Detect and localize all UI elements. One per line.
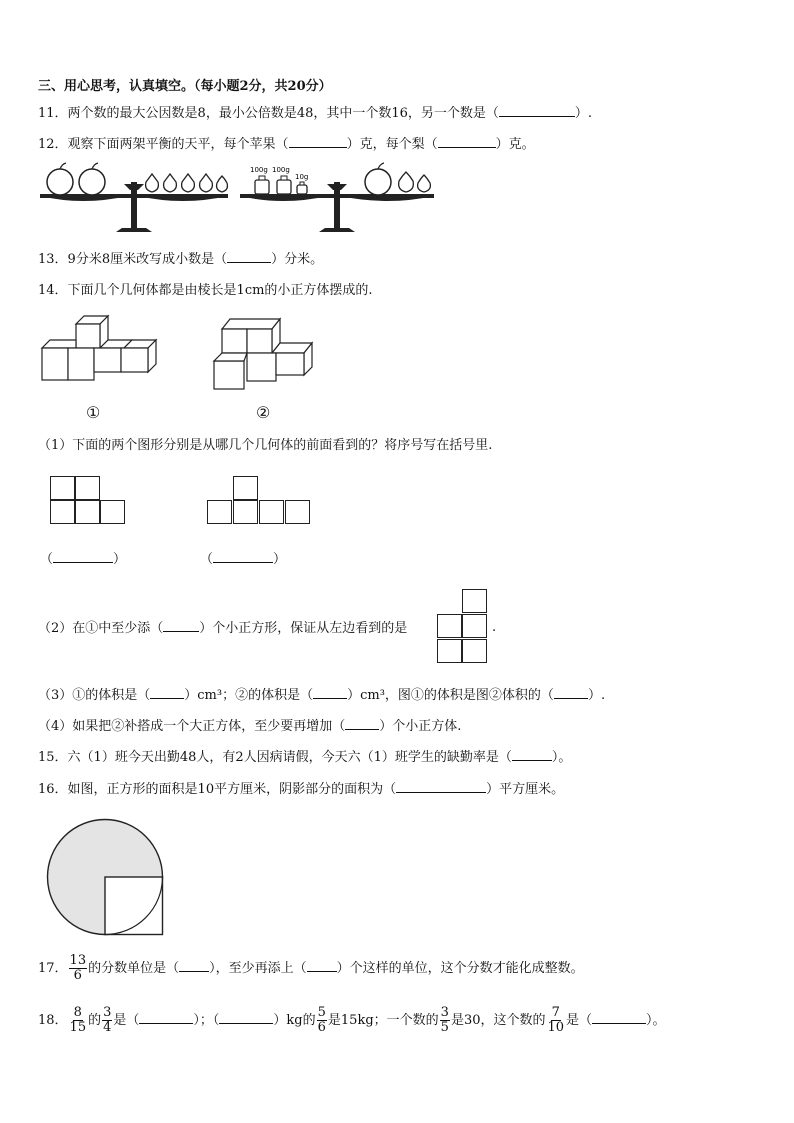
q14-3-text-a: （3）①的体积是（: [38, 688, 151, 703]
q15-blank[interactable]: [512, 748, 552, 761]
q18-number: 18．: [38, 1013, 68, 1028]
q11-answer-blank[interactable]: [499, 104, 575, 117]
front-view-b-blank[interactable]: [213, 550, 273, 563]
numerator: 8: [73, 1005, 82, 1020]
q14-4-blank[interactable]: [345, 717, 379, 730]
q12-apple-blank[interactable]: [289, 135, 347, 148]
q14-1-text: （1）下面的两个图形分别是从哪几个几何体的前面看到的？将序号写在括号里.: [38, 438, 493, 453]
weight-icon: [272, 166, 291, 194]
denominator: 5: [440, 1020, 449, 1035]
q17-text-c: ）个这样的单位，这个分数才能化成整数。: [336, 961, 584, 976]
numerator: 3: [440, 1005, 449, 1020]
q16-number: 16．: [38, 782, 68, 797]
q17-text-b: ），至少再添上（: [209, 961, 307, 976]
question-17: [38, 952, 584, 986]
q18-text: 是（: [113, 1013, 140, 1028]
question-11: [38, 104, 592, 123]
q18-text: ）；（: [193, 1013, 220, 1028]
answer-paren-b: [200, 550, 286, 569]
q18-text: ）。: [646, 1013, 666, 1028]
pear-icon: [418, 175, 431, 192]
q14-4-text-b: ）个小正方体.: [379, 719, 462, 734]
denominator: 4: [103, 1020, 112, 1035]
pear-icon: [217, 176, 228, 192]
balance-scales-figure: [38, 158, 438, 238]
q15-text-a: 六（1）班今天出勤48人，有2人因病请假，今天六（1）班学生的缺勤率是（: [67, 750, 512, 765]
q14-3-text-b: ）cm³；②的体积是（: [184, 688, 314, 703]
denominator: 15: [69, 1020, 87, 1035]
q18-text: 是30，这个数的: [450, 1013, 546, 1028]
q14-3-blank-1[interactable]: [150, 686, 184, 699]
apple-icon: [365, 163, 391, 195]
q17-number: 17．: [38, 961, 68, 976]
cube-solid-2: [212, 313, 317, 393]
fraction-3-5: [440, 1006, 450, 1035]
grid-cell: [75, 476, 100, 500]
question-14-1: [38, 437, 492, 455]
numerator: 7: [551, 1005, 560, 1020]
grid-cell: [462, 589, 487, 613]
q13-answer-blank[interactable]: [227, 250, 271, 263]
grid-cell: [50, 500, 75, 524]
q16-blank[interactable]: [396, 780, 486, 793]
q12-text-a: 观察下面两架平衡的天平，每个苹果（: [67, 137, 289, 152]
numerator: 13: [69, 953, 87, 968]
q11-text: 两个数的最大公因数是8，最小公倍数是48，其中一个数16，另一个数是（: [67, 106, 499, 121]
q14-text: 下面几个几何体都是由棱长是1cm的小正方体摆成的.: [67, 283, 373, 298]
label-solid-1: ①: [86, 403, 101, 422]
paren-open: （: [200, 552, 214, 567]
question-14: [38, 282, 373, 300]
grid-cell: [207, 500, 232, 524]
question-14-2: [38, 619, 407, 638]
q12-number: 12．: [38, 137, 68, 152]
fraction-8-15: [69, 1006, 88, 1035]
q12-text-c: ）克。: [495, 137, 535, 152]
q16-text-a: 如图，正方形的面积是10平方厘米，阴影部分的面积为（: [67, 782, 397, 797]
front-view-b: [207, 476, 313, 528]
fraction-13-6: [69, 954, 88, 983]
weight-icon: [295, 173, 308, 194]
fraction-3-4: [102, 1006, 112, 1035]
q12-text-b: ）克，每个梨（: [346, 137, 438, 152]
q11-number: 11．: [38, 106, 68, 121]
fraction-7-10: [546, 1006, 565, 1035]
q18-blank-3[interactable]: [592, 1011, 646, 1024]
apple-icon: [47, 163, 73, 195]
pear-icon: [146, 174, 159, 192]
denominator: 6: [317, 1020, 326, 1035]
q14-number: 14．: [38, 283, 68, 298]
q15-number: 15．: [38, 750, 68, 765]
pear-icon: [200, 174, 213, 192]
cube-solid-1: [40, 312, 165, 384]
denominator: 10: [547, 1020, 565, 1035]
q16-text-b: ）平方厘米。: [486, 782, 565, 797]
q14-3-text-d: ）.: [587, 688, 606, 703]
apple-icon: [79, 163, 105, 195]
balance-scale-2: [240, 163, 434, 232]
pear-icon: [182, 174, 195, 192]
question-12: [38, 135, 535, 154]
q14-3-blank-2[interactable]: [313, 686, 347, 699]
grid-cell: [462, 614, 487, 638]
q14-2-blank[interactable]: [163, 619, 199, 632]
grid-cell: [50, 476, 75, 500]
grid-cell: [437, 614, 462, 638]
grid-cell: [233, 500, 258, 524]
q14-2-text-a: （2）在①中至少添（: [38, 621, 164, 636]
label-solid-2: ②: [256, 403, 271, 422]
question-13: [38, 250, 323, 269]
inner-square: [105, 877, 163, 935]
paren-close: ）: [273, 552, 287, 567]
paren-open: （: [40, 552, 54, 567]
grid-cell: [100, 500, 125, 524]
q18-text: ）kg的: [273, 1013, 316, 1028]
fraction-5-6: [317, 1006, 327, 1035]
left-view-figure: [437, 589, 489, 667]
q18-text: 的: [88, 1013, 102, 1028]
grid-cell: [462, 639, 487, 663]
q17-blank-1[interactable]: [179, 959, 209, 972]
q18-text: 是15kg；一个数的: [327, 1013, 439, 1028]
weight-label: 10g: [295, 173, 309, 181]
front-view-a: [50, 476, 130, 528]
q14-2-end: .: [492, 620, 497, 635]
grid-cell: [259, 500, 284, 524]
numerator: 5: [317, 1005, 326, 1020]
pear-icon: [164, 174, 177, 192]
weight-label: 100g: [250, 166, 268, 174]
denominator: 6: [73, 968, 82, 983]
q17-text-a: 的分数单位是（: [88, 961, 180, 976]
q14-4-text-a: （4）如果把②补搭成一个大正方体，至少要再增加（: [38, 719, 346, 734]
q17-blank-2[interactable]: [307, 959, 337, 972]
answer-paren-a: [40, 550, 126, 569]
weight-label: 100g: [272, 166, 290, 174]
q14-3-blank-3[interactable]: [554, 686, 588, 699]
grid-cell: [437, 639, 462, 663]
q13-number: 13．: [38, 252, 68, 267]
section-title: 三、用心思考，认真填空。（每小题2分，共20分）: [38, 79, 332, 94]
circle-square-figure: [46, 818, 168, 936]
grid-cell: [75, 500, 100, 524]
q15-text-b: ）。: [551, 750, 572, 765]
q11-text-end: ）.: [574, 106, 593, 121]
question-14-3: [38, 686, 605, 705]
weight-icon: [250, 166, 269, 194]
front-view-a-blank[interactable]: [53, 550, 113, 563]
q14-2-text-b: ）个小正方形，保证从左边看到的是: [199, 621, 408, 636]
q18-blank-2[interactable]: [219, 1011, 273, 1024]
question-15: [38, 748, 571, 767]
paren-close: ）: [113, 552, 127, 567]
balance-scale-1: [40, 163, 228, 232]
q12-pear-blank[interactable]: [438, 135, 496, 148]
question-14-4: [38, 717, 461, 736]
question-16: [38, 780, 564, 799]
numerator: 3: [103, 1005, 112, 1020]
question-18: [38, 1004, 666, 1038]
grid-cell: [285, 500, 310, 524]
q14-3-text-c: ）cm³，图①的体积是图②体积的（: [347, 688, 554, 703]
grid-cell: [233, 476, 258, 500]
q13-text-b: ）分米。: [271, 252, 324, 267]
q18-blank-1[interactable]: [139, 1011, 193, 1024]
q13-text-a: 9分米8厘米改写成小数是（: [67, 252, 228, 267]
pear-icon: [399, 172, 414, 192]
q18-text: 是（: [566, 1013, 593, 1028]
